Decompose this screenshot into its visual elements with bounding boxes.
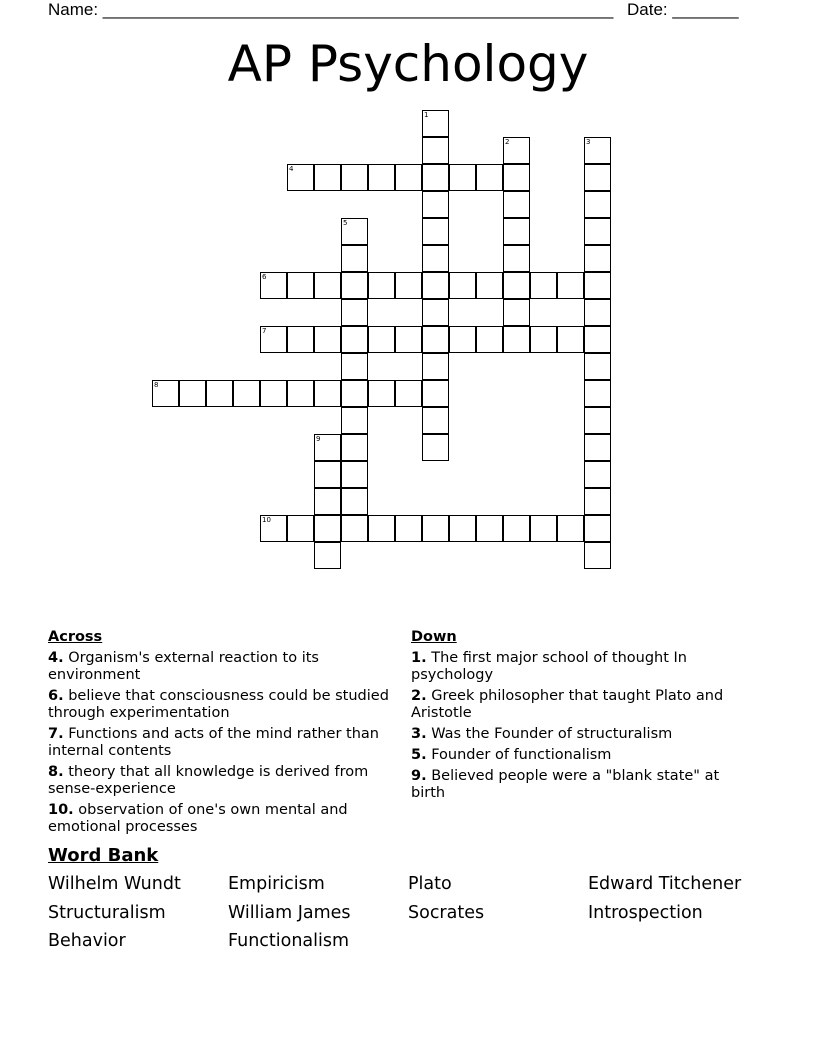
word-bank-item: William James (228, 903, 351, 923)
crossword-cell[interactable] (449, 164, 476, 191)
cell-number: 2 (505, 138, 510, 146)
crossword-cell[interactable] (422, 326, 449, 353)
crossword-cell[interactable] (314, 488, 341, 515)
crossword-cell[interactable] (341, 353, 368, 380)
crossword-cell[interactable] (260, 380, 287, 407)
clue-across-6: 6. believe that consciousness could be studied through experimentation (48, 688, 389, 721)
cell-number: 1 (424, 111, 429, 119)
crossword-cell[interactable] (503, 164, 530, 191)
crossword-cell[interactable] (584, 434, 611, 461)
word-bank-item: Edward Titchener (588, 874, 742, 894)
word-bank-heading: Word Bank (48, 845, 159, 866)
crossword-cell[interactable] (422, 434, 449, 461)
crossword-cell[interactable] (341, 272, 368, 299)
crossword-cell[interactable] (503, 191, 530, 218)
word-bank-item: Empiricism (228, 874, 325, 894)
word-bank-item: Functionalism (228, 931, 350, 951)
crossword-cell[interactable] (314, 326, 341, 353)
crossword-cell[interactable] (584, 272, 611, 299)
down-clues (411, 629, 756, 806)
word-bank-item: Structuralism (48, 903, 166, 923)
cell-number: 10 (262, 516, 271, 524)
crossword-cell[interactable] (341, 434, 368, 461)
crossword-cell[interactable] (584, 326, 611, 353)
crossword-cell[interactable] (368, 272, 395, 299)
crossword-cell[interactable] (368, 164, 395, 191)
cell-number: 7 (262, 327, 267, 335)
crossword-cell[interactable] (584, 245, 611, 272)
crossword-cell[interactable] (206, 380, 233, 407)
clue-down-2: 2. Greek philosopher that taught Plato and Aristotle (411, 688, 724, 721)
crossword-cell[interactable] (503, 515, 530, 542)
crossword-cell[interactable] (422, 164, 449, 191)
crossword-cell[interactable] (314, 164, 341, 191)
crossword-cell[interactable] (314, 461, 341, 488)
crossword-cell[interactable] (530, 515, 557, 542)
crossword-cell[interactable] (341, 299, 368, 326)
crossword-cell[interactable] (368, 515, 395, 542)
crossword-cell[interactable] (476, 515, 503, 542)
across-clues (48, 629, 393, 840)
crossword-cell[interactable] (422, 245, 449, 272)
crossword-cell[interactable] (584, 488, 611, 515)
crossword-cell[interactable] (584, 515, 611, 542)
crossword-cell[interactable] (503, 245, 530, 272)
crossword-cell[interactable] (476, 272, 503, 299)
crossword-cell[interactable] (422, 380, 449, 407)
name-field[interactable]: Name: ______________________________________________________ (48, 0, 614, 19)
crossword-cell[interactable] (584, 164, 611, 191)
crossword-cell[interactable] (503, 299, 530, 326)
crossword-cell[interactable] (584, 353, 611, 380)
word-bank-item: Wilhelm Wundt (48, 874, 181, 894)
clue-across-7: 7. Functions and acts of the mind rather than internal contents (48, 726, 379, 759)
cell-number: 5 (343, 219, 348, 227)
crossword-cell[interactable] (395, 272, 422, 299)
crossword-cell[interactable] (422, 272, 449, 299)
crossword-cell[interactable] (368, 380, 395, 407)
crossword-cell[interactable] (449, 326, 476, 353)
crossword-cell[interactable] (341, 488, 368, 515)
cell-number: 8 (154, 381, 159, 389)
crossword-cell[interactable] (584, 461, 611, 488)
crossword-cell[interactable] (584, 407, 611, 434)
cell-number: 6 (262, 273, 267, 281)
crossword-cell[interactable] (476, 326, 503, 353)
cell-number: 3 (586, 138, 591, 146)
clue-down-3: 3. Was the Founder of structuralism (411, 726, 673, 742)
crossword-cell[interactable] (557, 515, 584, 542)
crossword-cell[interactable] (584, 299, 611, 326)
crossword-cell[interactable] (287, 326, 314, 353)
crossword-cell[interactable] (395, 515, 422, 542)
word-bank-item: Plato (408, 874, 452, 894)
word-bank-item: Introspection (588, 903, 703, 923)
crossword-cell[interactable] (341, 164, 368, 191)
page-title: AP Psychology (227, 35, 589, 93)
crossword-cell[interactable] (368, 326, 395, 353)
clue-across-8: 8. theory that all knowledge is derived from sense-experience (48, 764, 369, 797)
crossword-cell[interactable] (422, 353, 449, 380)
crossword-cell[interactable] (422, 299, 449, 326)
crossword-cell[interactable] (314, 380, 341, 407)
crossword-cell[interactable] (233, 380, 260, 407)
crossword-cell[interactable] (422, 515, 449, 542)
crossword-cell[interactable] (341, 245, 368, 272)
crossword-cell[interactable] (422, 137, 449, 164)
crossword-cell[interactable] (584, 191, 611, 218)
clue-across-4: 4. Organism's external reaction to its environment (48, 650, 319, 683)
crossword-cell[interactable] (503, 218, 530, 245)
crossword-cell[interactable] (422, 407, 449, 434)
crossword-cell[interactable] (503, 272, 530, 299)
crossword-cell[interactable] (341, 326, 368, 353)
crossword-cell[interactable] (287, 515, 314, 542)
crossword-cell[interactable] (314, 272, 341, 299)
across-heading: Across (48, 629, 103, 645)
crossword-cell[interactable] (287, 272, 314, 299)
clue-across-10: 10. observation of one's own mental and emotional processes (48, 802, 348, 835)
crossword-cell[interactable] (341, 461, 368, 488)
crossword-cell[interactable] (557, 272, 584, 299)
crossword-cell[interactable] (449, 272, 476, 299)
crossword-cell[interactable] (422, 218, 449, 245)
date-field[interactable]: Date: _______ (627, 0, 739, 19)
crossword-cell[interactable] (503, 326, 530, 353)
cell-number: 4 (289, 165, 294, 173)
crossword-cell[interactable] (449, 515, 476, 542)
clue-down-9: 9. Believed people were a "blank state" at birth (411, 768, 720, 801)
cell-number: 9 (316, 435, 321, 443)
crossword-cell[interactable] (341, 515, 368, 542)
crossword-cell[interactable] (584, 542, 611, 569)
crossword-cell[interactable] (314, 542, 341, 569)
down-heading: Down (411, 629, 457, 645)
crossword-cell[interactable] (341, 380, 368, 407)
crossword-cell[interactable] (395, 380, 422, 407)
crossword-cell[interactable] (287, 380, 314, 407)
crossword-cell[interactable] (557, 326, 584, 353)
crossword-cell[interactable] (179, 380, 206, 407)
crossword-cell[interactable] (422, 191, 449, 218)
word-bank-item: Socrates (408, 903, 485, 923)
crossword-cell[interactable] (395, 164, 422, 191)
crossword-cell[interactable] (476, 164, 503, 191)
clue-down-5: 5. Founder of functionalism (411, 747, 612, 763)
crossword-cell[interactable] (395, 326, 422, 353)
crossword-cell[interactable] (530, 326, 557, 353)
crossword-cell[interactable] (584, 380, 611, 407)
crossword-cell[interactable] (341, 407, 368, 434)
crossword-cell[interactable] (530, 272, 557, 299)
crossword-cell[interactable] (584, 218, 611, 245)
crossword-cell[interactable] (314, 515, 341, 542)
clue-down-1: 1. The first major school of thought In psychology (411, 650, 687, 683)
word-bank-item: Behavior (48, 931, 126, 951)
